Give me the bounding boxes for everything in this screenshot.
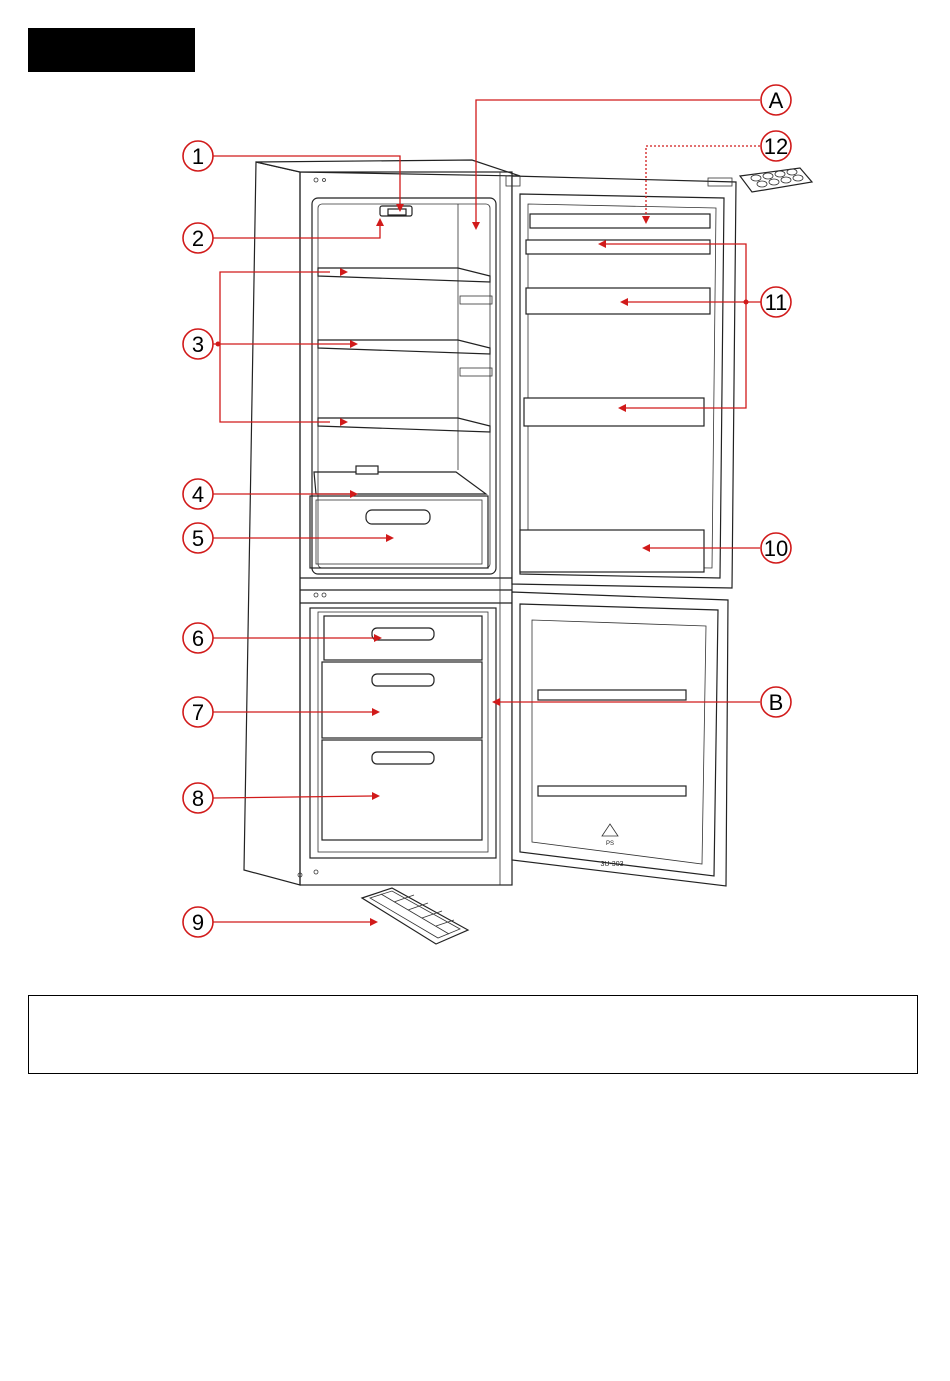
callout-2: [183, 223, 213, 253]
callout-label: 1: [191, 144, 205, 169]
callout-label: 8: [191, 786, 205, 811]
callout-6: [183, 623, 213, 653]
freezer-door: [512, 592, 728, 886]
freezer-compartment: [310, 608, 496, 858]
callout-3: [183, 329, 213, 359]
callout-10: [761, 533, 791, 563]
callout-label: 10: [763, 536, 789, 561]
door-marking: PS: [605, 841, 615, 847]
callout-label: 6: [191, 626, 205, 651]
door-model-text: 3U-303: [600, 861, 624, 868]
callout-B: [761, 687, 791, 717]
callout-label: 9: [191, 910, 205, 935]
callout-label: 3: [191, 332, 205, 357]
note-box: [28, 995, 918, 1074]
callout-label: A: [768, 88, 784, 113]
callout-4: [183, 479, 213, 509]
glass-shelves: [318, 268, 492, 432]
callout-label: 7: [191, 700, 205, 725]
crisper-drawer: [310, 496, 488, 568]
callout-label: 12: [763, 134, 789, 159]
callout-label: 4: [191, 482, 205, 507]
callout-8: [183, 783, 213, 813]
fridge-door: [506, 176, 736, 588]
callout-5: [183, 523, 213, 553]
crisper-cover: [314, 466, 486, 494]
callout-7: [183, 697, 213, 727]
egg-tray-illustration: [740, 168, 812, 192]
callout-11: [761, 287, 791, 317]
callout-label: 11: [764, 290, 788, 315]
callout-9: [183, 907, 213, 937]
callout-A: [761, 85, 791, 115]
ice-tray-illustration: [362, 888, 468, 944]
callout-1: [183, 141, 213, 171]
callout-label: 2: [191, 226, 205, 251]
callout-label: B: [768, 690, 784, 715]
callout-label: 5: [191, 526, 205, 551]
callout-12: [761, 131, 791, 161]
